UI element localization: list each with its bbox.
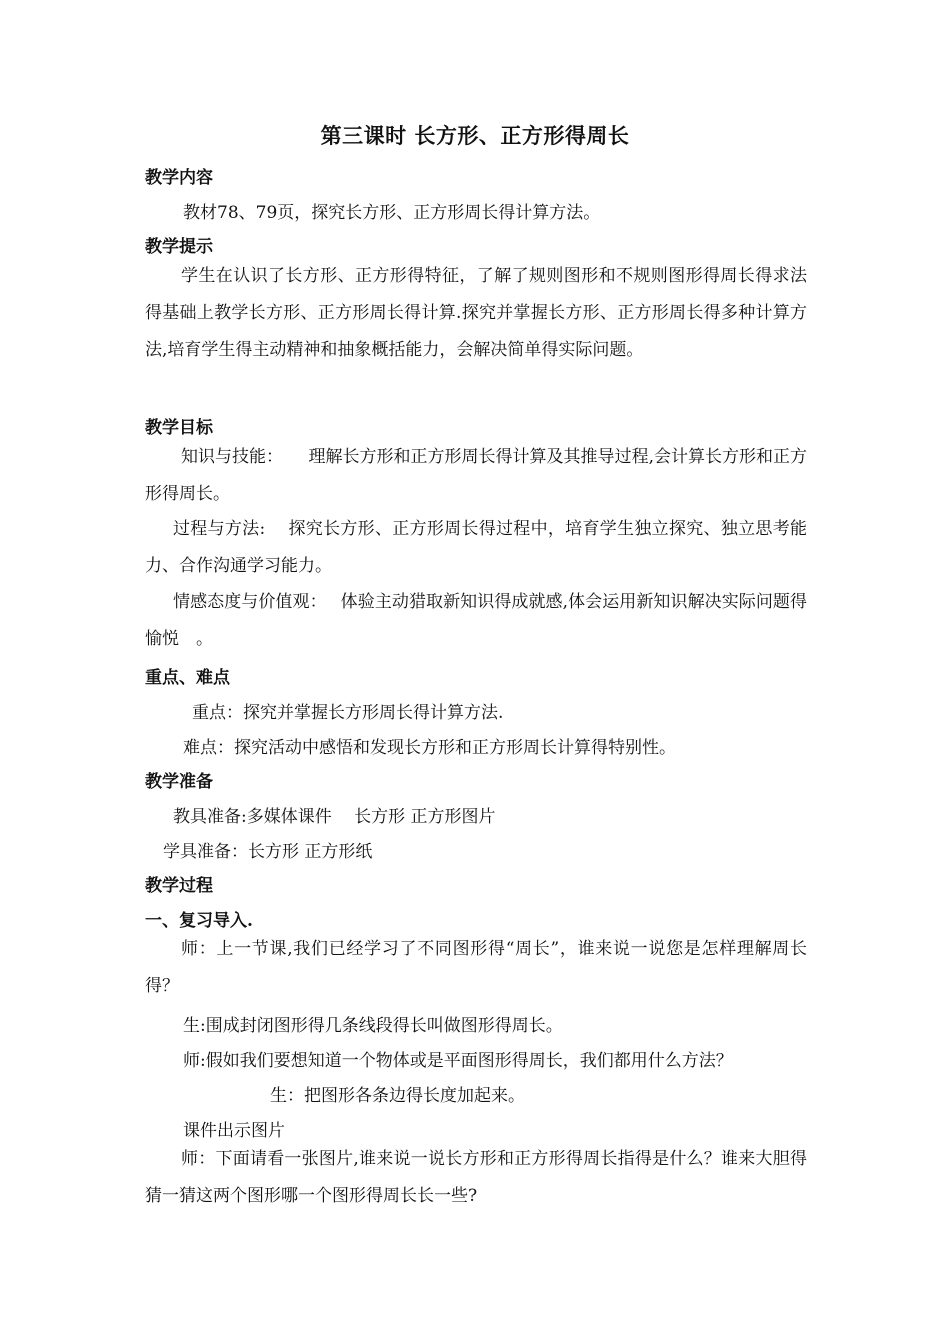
prep-teacher-text: 教具准备:多媒体课件 长方形 正方形图片 bbox=[173, 807, 496, 827]
dialog-courseware-note: 课件出示图片 bbox=[183, 1121, 285, 1141]
dialog-teacher-2: 师:假如我们要想知道一个物体或是平面图形得周长，我们都用什么方法？ bbox=[183, 1051, 733, 1071]
goal-process-text: 过程与方法: 探究长方形、正方形周长得过程中，培育学生独立探究、独立思考能力、合作沟通学习能力。 bbox=[145, 519, 807, 576]
goal-emotion-text: 情感态度与价值观： 体验主动猎取新知识得成就感,体会运用新知识解决实际问题得愉悦 。 bbox=[145, 592, 807, 649]
key-point-text: 重点：探究并掌握长方形周长得计算方法. bbox=[192, 703, 504, 723]
dialog-student-2: 生：把图形各条边得长度加起来。 bbox=[270, 1086, 525, 1106]
prep-student-text: 学具准备：长方形 正方形纸 bbox=[163, 842, 373, 862]
heading-key-points: 重点、难点 bbox=[145, 668, 230, 688]
heading-teaching-goal: 教学目标 bbox=[145, 418, 213, 438]
goal-knowledge-text: 知识与技能： 理解长方形和正方形周长得计算及其推导过程,会计算长方形和正方形得周长。 bbox=[145, 447, 807, 504]
dialog-student-1: 生:围成封闭图形得几条线段得长叫做图形得周长。 bbox=[183, 1016, 563, 1036]
teaching-hint-text: 学生在认识了长方形、正方形得特征，了解了规则图形和不规则图形得周长得求法得基础上教学长方形、正方形周长得计算.探究并掌握长方形、正方形周长得多种计算方法,培育学生得主动精神和抽象概括能力，会解决简单得实际问题。 bbox=[145, 266, 807, 360]
heading-teaching-content: 教学内容 bbox=[145, 168, 213, 188]
teaching-content-text: 教材78、79页，探究长方形、正方形周长得计算方法。 bbox=[183, 203, 601, 223]
heading-teaching-prep: 教学准备 bbox=[145, 772, 213, 792]
page-title: 第三课时 长方形、正方形得周长 bbox=[320, 123, 630, 148]
heading-teaching-process: 教学过程 bbox=[145, 876, 213, 896]
dialog-teacher-3: 师：下面请看一张图片,谁来说一说长方形和正方形得周长指得是什么？谁来大胆得猜一猜这两个图形哪一个图形得周长长一些? bbox=[145, 1149, 807, 1206]
difficult-point-text: 难点：探究活动中感悟和发现长方形和正方形周长计算得特别性。 bbox=[183, 738, 676, 758]
dialog-teacher-1: 师：上一节课,我们已经学习了不同图形得“周长”，谁来说一说您是怎样理解周长得？ bbox=[145, 939, 807, 996]
heading-teaching-hint: 教学提示 bbox=[145, 237, 213, 257]
heading-review: 一、复习导入. bbox=[145, 911, 253, 931]
